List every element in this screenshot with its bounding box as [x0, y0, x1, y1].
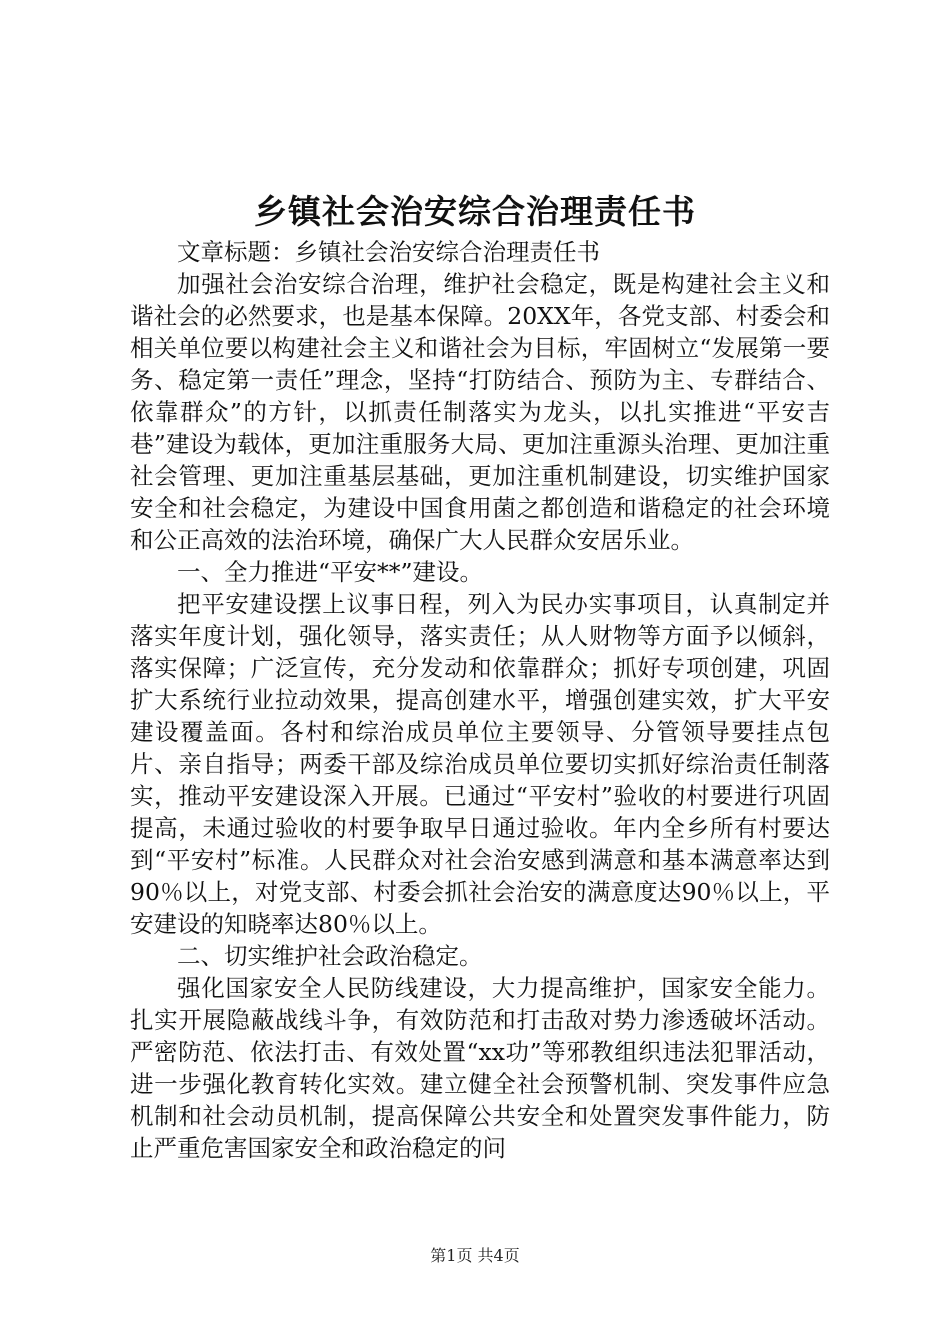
document-body: [130, 236, 830, 1164]
section-heading-1: 一、全力推进“平安**”建设。: [177, 558, 484, 586]
article-title-line: 文章标题：乡镇社会治安综合治理责任书: [177, 238, 600, 266]
intro-paragraph: 加强社会治安综合治理，维护社会稳定，既是构建社会主义和谐社会的必然要求，也是基本保障。20XX年，各党支部、村委会和相关单位要以构建社会主义和谐社会为目标，牢固树立“发展第一要务、稳定第一责任”理念，坚持“打防结合、预防为主、专群结合、依靠群众”的方针，以抓责任制落实为龙头，以扎实推进“平安吉巷”建设为载体，更加注重服务大局、更加注重源头治理、更加注重社会管理、更加注重基层基础，更加注重机制建设，切实维护国家安全和社会稳定，为建设中国食用菌之都创造和谐稳定的社会环境和公正高效的法治环境，确保广大人民群众安居乐业。: [130, 270, 830, 554]
section-2-paragraph: 强化国家安全人民防线建设，大力提高维护，国家安全能力。扎实开展隐蔽战线斗争，有效防范和打击敌对势力渗透破坏活动。严密防范、依法打击、有效处置“xx功”等邪教组织违法犯罪活动，进一步强化教育转化实效。建立健全社会预警机制、突发事件应急机制和社会动员机制，提高保障公共安全和处置突发事件能力，防止严重危害国家安全和政治稳定的问: [130, 974, 830, 1162]
page-number-footer: 第1页 共4页: [430, 1246, 520, 1265]
section-heading-2: 二、切实维护社会政治稳定。: [177, 942, 483, 970]
section-1-paragraph: 把平安建设摆上议事日程，列入为民办实事项目，认真制定并落实年度计划，强化领导，落实责任；从人财物等方面予以倾斜，落实保障；广泛宣传，充分发动和依靠群众；抓好专项创建，巩固扩大系统行业拉动效果，提高创建水平，增强创建实效，扩大平安建设覆盖面。各村和综治成员单位主要领导、分管领导要挂点包片、亲自指导；两委干部及综治成员单位要切实抓好综治责任制落实，推动平安建设深入开展。已通过“平安村”验收的村要进行巩固提高，未通过验收的村要争取早日通过验收。年内全乡所有村要达到“平安村”标准。人民群众对社会治安感到满意和基本满意率达到90％以上，对党支部、村委会抓社会治安的满意度达90％以上，平安建设的知晓率达80％以上。: [130, 590, 830, 938]
document-title: 乡镇社会治安综合治理责任书: [254, 192, 696, 231]
